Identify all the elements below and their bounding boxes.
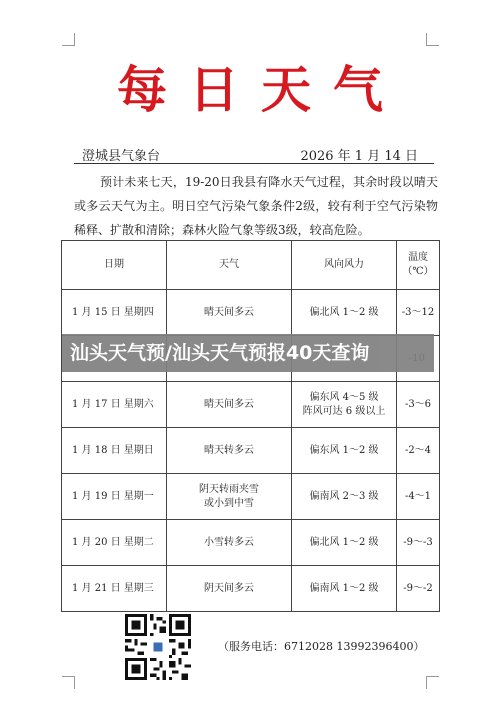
cell-weather: 晴天间多云 (167, 290, 292, 336)
corner-mark-top-right (426, 33, 439, 46)
table-row (62, 520, 440, 566)
table-header-row (62, 241, 440, 290)
cell-wind: 偏东风 4～5 级 阵风可达 6 级以上 (292, 382, 397, 428)
cell-date: 1 月 18 日 星期日 (62, 428, 167, 474)
page-title: 每日天气 (117, 60, 405, 119)
cell-date: 1 月 15 日 星期四 (62, 290, 167, 336)
cell-temperature: -9～-3 (397, 520, 440, 566)
cell-temperature: -4～1 (397, 474, 440, 520)
overlay-banner-text[interactable]: 汕头天气预/汕头天气预报40天查询 (70, 342, 370, 364)
cell-weather: 阴天转雨夹雪 或小到中雪 (167, 474, 292, 520)
header-divider (74, 163, 434, 164)
cell-weather: 小雪转多云 (167, 520, 292, 566)
corner-mark-top-left (62, 33, 75, 46)
station-name: 澄城县气象台 (82, 149, 161, 164)
cell-weather: 晴天转多云 (167, 428, 292, 474)
column-header-weather: 天气 (167, 241, 292, 290)
cell-date: 1 月 21 日 星期三 (62, 566, 167, 612)
forecast-paragraph: 预计未来七天，19-20日我县有降水天气过程，其余时段以晴天或多云天气为主。明日空气污染气象条件2级，较有利于空气污染物稀释、扩散和清除；森林火险气象等级3级，较高危险。 (74, 175, 438, 237)
cell-wind: 偏东风 1～2 级 (292, 428, 397, 474)
qr-code-icon (125, 614, 191, 680)
corner-mark-bottom-right (426, 676, 439, 689)
column-header-wind: 风向风力 (292, 241, 397, 290)
table-row (62, 566, 440, 612)
cell-temperature: -9～-2 (397, 566, 440, 612)
cell-wind: 偏南风 1～2 级 (292, 566, 397, 612)
cell-weather: 阴天间多云 (167, 566, 292, 612)
forecast-table (61, 240, 440, 612)
cell-wind: 偏北风 1～2 级 (292, 520, 397, 566)
issue-date: 2026 年 1 月 14 日 (300, 149, 418, 164)
cell-wind: 偏南风 2～3 级 (292, 474, 397, 520)
column-header-date: 日期 (62, 241, 167, 290)
table-row (62, 474, 440, 520)
table-row (62, 428, 440, 474)
column-header-temperature: 温度（℃） (397, 241, 440, 290)
corner-mark-bottom-left (62, 676, 75, 689)
cell-wind: 偏北风 1～2 级 (292, 290, 397, 336)
cell-date: 1 月 17 日 星期六 (62, 382, 167, 428)
cell-date: 1 月 19 日 星期一 (62, 474, 167, 520)
cell-date: 1 月 20 日 星期二 (62, 520, 167, 566)
cell-temperature: -3～12 (397, 290, 440, 336)
service-phone: （服务电话：6712028 13992396400） (218, 640, 425, 653)
cell-temperature: -3～6 (397, 382, 440, 428)
table-row (62, 382, 440, 428)
table-row (62, 290, 440, 336)
overlay-banner[interactable] (62, 334, 434, 372)
cell-temperature: -2～4 (397, 428, 440, 474)
cell-weather: 晴天间多云 (167, 382, 292, 428)
